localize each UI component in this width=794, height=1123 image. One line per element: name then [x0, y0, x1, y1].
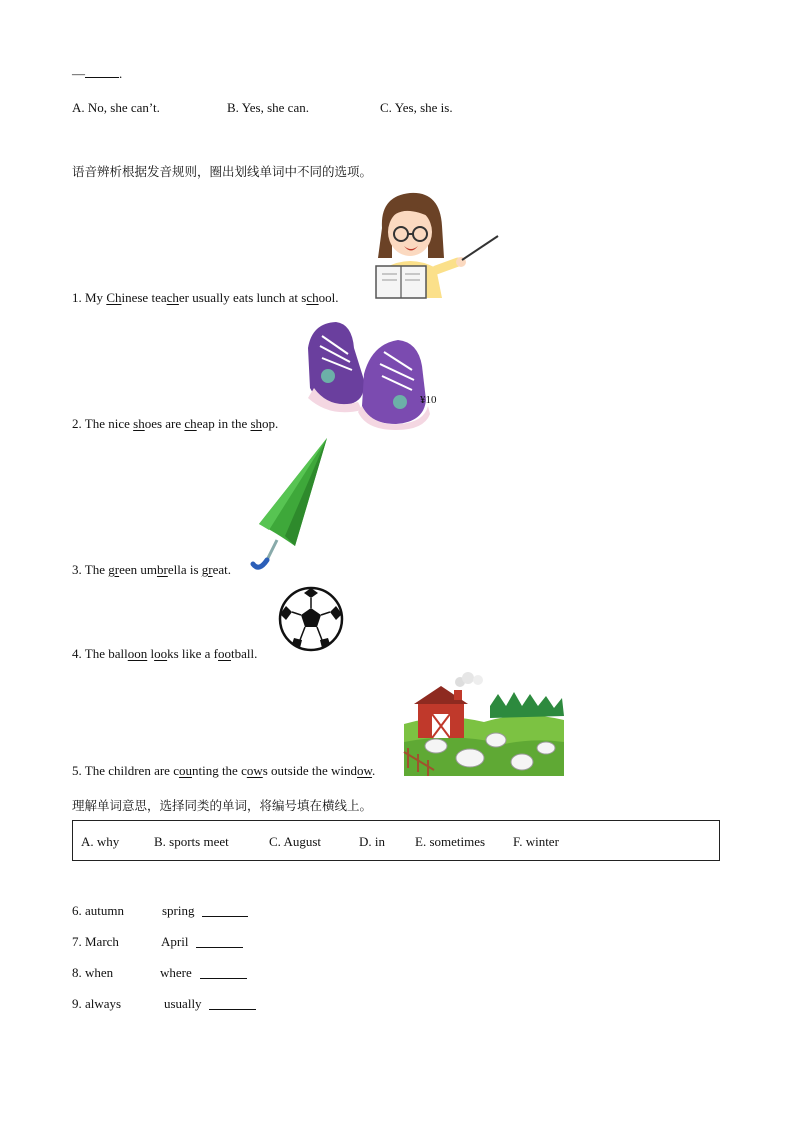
- word-option-f: F. winter: [513, 834, 559, 849]
- phonics-q5: 5. The children are counting the cows outside the window.: [72, 763, 376, 778]
- answer-blank-6[interactable]: [202, 905, 248, 917]
- word-option-d: D. in: [359, 834, 385, 849]
- shoes-illustration: [300, 318, 440, 428]
- phonics-q3: 3. The green umbrella is great.: [72, 562, 232, 577]
- answer-blank-8[interactable]: [200, 967, 247, 979]
- word-option-e: E. sometimes: [415, 834, 486, 849]
- phonics-q1: 1. My Chinese teacher usually eats lunch at school.: [72, 290, 339, 305]
- phonics-q4: 4. The balloon looks like a football.: [72, 646, 258, 661]
- answer-blank-9[interactable]: [209, 998, 256, 1010]
- category-instruction: 理解单词意思，选择同类的单词，将编号填在横线上。: [72, 798, 373, 813]
- word-option-c: C. August: [269, 834, 322, 849]
- price-tag: ¥10: [420, 394, 437, 406]
- answer-line: — .: [72, 66, 123, 81]
- phonics-instruction: 语音辨析根据发音规则，圈出划线单词中不同的选项。: [72, 164, 373, 179]
- word-bank-box: [72, 820, 720, 861]
- football-illustration: [278, 586, 344, 652]
- umbrella-illustration: [245, 436, 335, 576]
- answer-blank[interactable]: [85, 66, 119, 78]
- phonics-q2: 2. The nice shoes are cheap in the shop.: [72, 416, 279, 431]
- option-b[interactable]: B. Yes, she can.: [227, 100, 309, 115]
- category-item-9: 9. always usually: [72, 996, 121, 1012]
- category-item-8: 8. when where: [72, 965, 113, 981]
- category-item-7: 7. March April: [72, 934, 119, 950]
- word-option-a: A. why: [81, 834, 120, 849]
- farm-illustration: [404, 672, 564, 776]
- word-option-b: B. sports meet: [154, 834, 229, 849]
- option-a[interactable]: A. No, she can’t.: [72, 100, 160, 115]
- dash: —: [72, 66, 85, 81]
- teacher-illustration: [370, 188, 505, 303]
- option-c[interactable]: C. Yes, she is.: [380, 100, 453, 115]
- answer-blank-7[interactable]: [196, 936, 243, 948]
- category-item-6: 6. autumn spring: [72, 903, 124, 919]
